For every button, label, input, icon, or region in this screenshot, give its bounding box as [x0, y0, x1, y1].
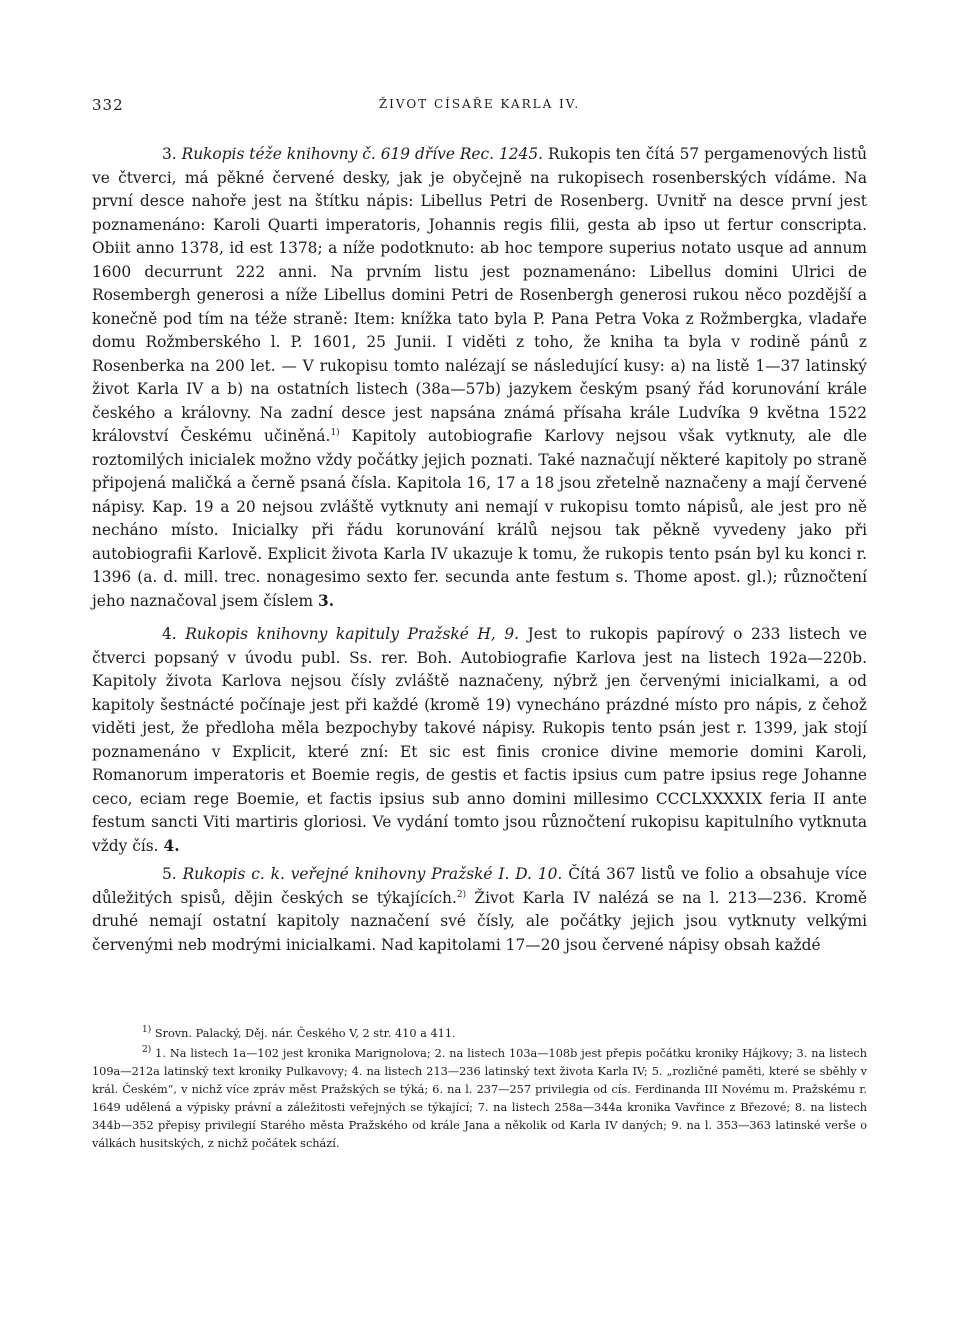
page-header: [92, 96, 867, 120]
paragraph-manuscript-4: [92, 623, 867, 858]
manuscript-siglum: 3.: [318, 591, 335, 610]
paragraph-text-continued: Život Karla IV nalézá se na l. 213—236. Kromě druhé nemají ostatní kapitoly naznačení své čísly, ale počátky jejich jsou vytknuty velkými červenými neb modrými inicialkami. Nad kapitolami 17—20 jsou červené nápisy obsah každé: [92, 888, 867, 954]
paragraph-manuscript-3: [92, 143, 867, 613]
footnote-reference: 2): [456, 889, 467, 900]
footnote-text: Srovn. Palacký, Děj. nár. Českého V, 2 str. 410 a 411.: [154, 1027, 456, 1040]
paragraph-text: Jest to rukopis papírový o 233 listech ve čtverci popsaný v úvodu publ. Ss. rer. Boh. Autobiografie Karlova jest na listech 192a—220b. Kapitoly života Karlova nejsou čísly zvláště naznačeny, nýbrž jen červenými inicialkami, a od kapitoly šestnácté počínaje jest při každé (kromě 19) vynecháno prázdné místo pro nápis, z čehož viděti jest, že předloha měla bezpochyby takové nápisy. Rukopis tento psán jest r. 1399, jak stojí poznamenáno v Explicit, které zní: Et sic est finis cronice divine memorie domini Karoli, Romanorum imperatoris et Boemie regis, de gestis et factis ipsius cum patre ipsius rege Johanne ceco, eciam rege Boemie, et factis ipsius sub anno domini millesimo CCCLXXXXIX feria II ante festum sancti Viti martiris gloriosi. Ve vydání tomto jsou různočtení rukopisu kapitulního vytknuta vždy čís.: [92, 625, 867, 855]
footnote-reference: 1): [330, 427, 340, 438]
footnote-1: [92, 1025, 867, 1043]
page-number: 332: [92, 96, 124, 114]
body-text: [92, 143, 867, 966]
paragraph-text: Rukopis ten čítá 57 pergamenových listů ve čtverci, má pěkné červené desky, jak je obyčejně na rukopisech rosenberských vídáme. Na první desce nahoře jest na štítku nápis: Libellus Petri de Rosenberg. Uvnitř na desce první jest poznamenáno: Karoli Quarti imperatoris, Johannis regis filii, gesta ab ipso ut fertur conscripta. Obiit anno 1378, id est 1378; a níže podotknuto: ab hoc tempore superius notato usque ad annum 1600 decurrunt 222 anni. Na prvním listu jest poznamenáno: Libellus domini Ulrici de Rosembergh generosi a níže Libellus domini Petri de Rosenbergh generosi rukou něco pozdější a konečně pod tím na téže straně: Item: knížka tato byla P. Pana Petra Voka z Rožmbergka, vladaře domu Rožmberského l. P. 1601, 25 Junii. I viděti z toho, že kniha ta byla v rodině pánů z Rosenberka na 200 let. — V rukopisu tomto nalézají se následující kusy: a) na listě 1—37 latinský život Karla IV a b) na ostatních listech (38a—57b) jazykem českým psaný řád korunování krále českého a královny. Na zadní desce jest napsána známá přísaha krále Ludvíka 9 května 1522 království Českému učiněná.: [92, 145, 867, 445]
footnote-mark: 1): [142, 1025, 152, 1036]
paragraph-number: 4.: [162, 625, 177, 643]
manuscript-title: Rukopis knihovny kapituly Pražské H, 9.: [185, 625, 520, 643]
paragraph-number: 5.: [162, 865, 177, 883]
footnote-mark: 2): [142, 1045, 152, 1056]
manuscript-title: Rukopis téže knihovny č. 619 dříve Rec. 1245.: [181, 145, 544, 163]
manuscript-title: Rukopis c. k. veřejné knihovny Pražské I. D. 10.: [182, 865, 563, 883]
footnotes: [92, 1025, 867, 1155]
paragraph-text: Čítá 367 listů ve folio a obsahuje více důležitých spisů, dějin českých se týkajících.: [92, 865, 867, 907]
manuscript-siglum: 4.: [163, 836, 180, 855]
paragraph-manuscript-5: [92, 863, 867, 957]
footnote-text: 1. Na listech 1a—102 jest kronika Marignolova; 2. na listech 103a—108b jest přepis počátku kroniky Hájkovy; 3. na listech 109a—212a latinský text kroniky Pulkavovy; 4. na listech 213—236 latinský text života Karla IV; 5. „rozličné paměti, které se sběhly v král. Českém“, v nichž více zpráv měst Pražských se týká; 6. na l. 237—257 privilegia od cís. Ferdinanda III Novému m. Pražskému r. 1649 udělená a výpisky právní a záležitosti veřejných se týkající; 7. na listech 258a—344a kronika Vavřince z Březové; 8. na listech 344b—352 přepisy privilegií Starého města Pražského od krále Jana a několik od Karla IV daných; 9. na l. 353—363 latinské verše o válkách husitských, z nichž počátek schází.: [92, 1047, 867, 1150]
running-head: ŽIVOT CÍSAŘE KARLA IV.: [378, 97, 581, 111]
footnote-2: [92, 1045, 867, 1153]
paragraph-text-continued: Kapitoly autobiografie Karlovy nejsou však vytknuty, ale dle roztomilých inicialek možno vždy počátky jejich poznati. Také naznačují některé kapitoly po straně připojená maličká a černě psaná čísla. Kapitola 16, 17 a 18 jsou zřetelně naznačeny a mají červené nápisy. Kap. 19 a 20 nejsou zvláště vytknuty ani nemají v rukopisu tomto nápisů, ale jest pro ně necháno místo. Inicialky při řádu korunování králů nejsou tak pěkně vyvedeny jako při autobiografii Karlově. Explicit života Karla IV ukazuje k tomu, že rukopis tento psán byl ku konci r. 1396 (a. d. mill. trec. nonagesimo sexto fer. secunda ante festum s. Thome apost. gl.); různočtení jeho naznačoval jsem číslem: [92, 427, 867, 610]
paragraph-number: 3.: [162, 145, 177, 163]
